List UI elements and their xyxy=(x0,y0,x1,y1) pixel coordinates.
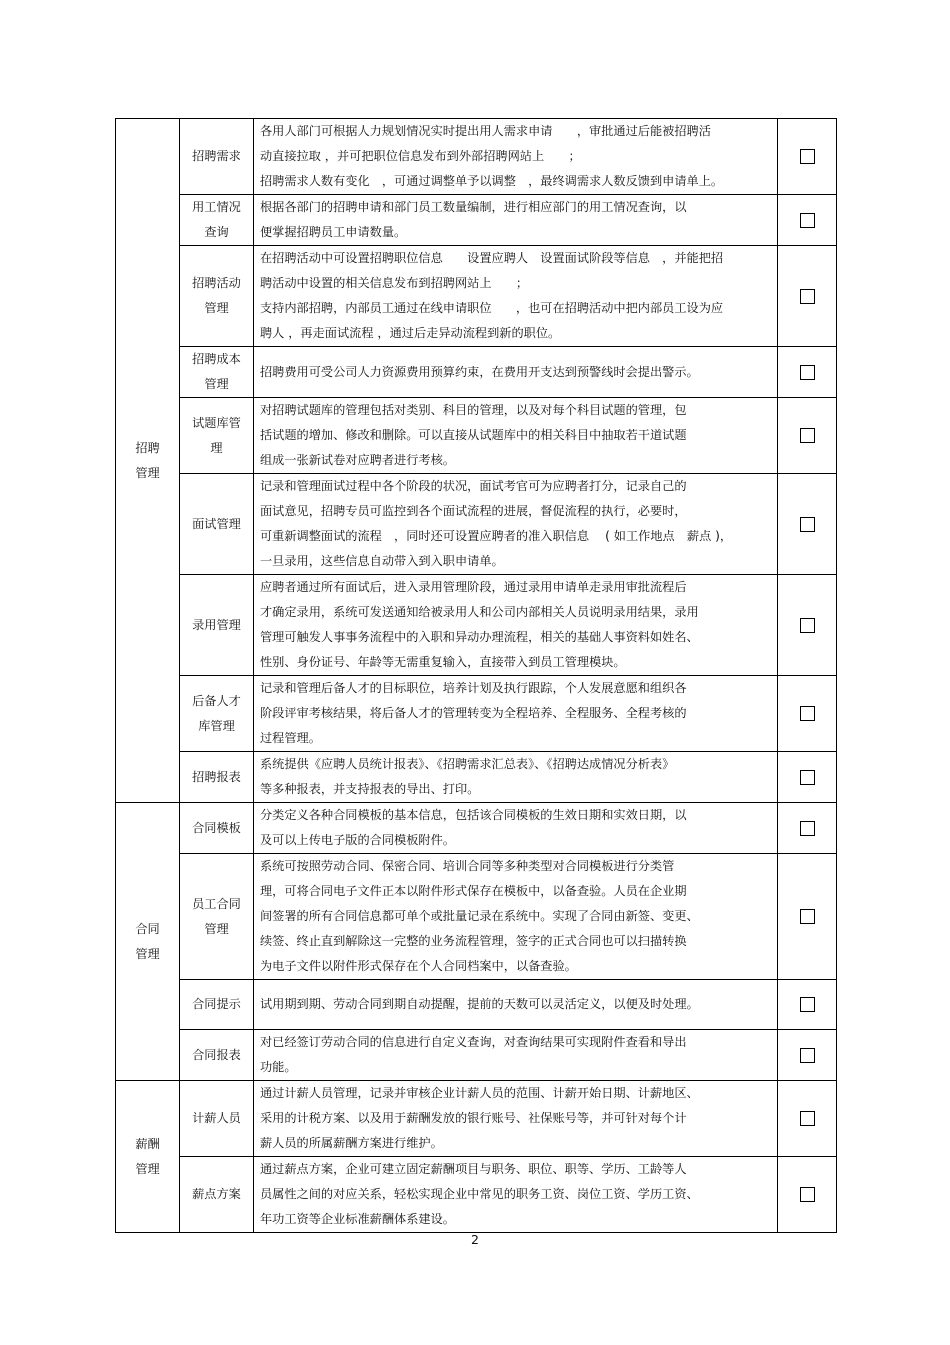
description-line: 聘人 ，再走面试流程 ，通过后走异动流程到新的职位。 xyxy=(260,326,561,340)
description-line: 薪人员的所属薪酬方案进行维护。 xyxy=(260,1136,443,1150)
feature-name: 录用管理 xyxy=(192,617,241,632)
description-line: 在招聘活动中可设置招聘职位信息 设置应聘人 设置面试阶段等信息 ，并能把招 xyxy=(260,251,724,265)
description-line: 对已经签订劳动合同的信息进行自定义查询，对查询结果可实现附件查看和导出 xyxy=(260,1035,687,1049)
checkbox[interactable] xyxy=(800,517,815,532)
description-line: 采用的计税方案、以及用于薪酬发放的银行账号、社保账号等，并可针对每个计 xyxy=(260,1111,687,1125)
checkbox[interactable] xyxy=(800,149,815,164)
checkbox[interactable] xyxy=(800,289,815,304)
table-row xyxy=(116,980,837,1030)
description-line: 便掌握招聘员工申请数量。 xyxy=(260,225,407,239)
description-line: 功能。 xyxy=(260,1060,297,1074)
description-line: 应聘者通过所有面试后，进入录用管理阶段，通过录用申请单走录用审批流程后 xyxy=(260,580,687,594)
description-line: 才确定录用，系统可发送通知给被录用人和公司内部相关人员说明录用结果，录用 xyxy=(260,605,699,619)
description-line: 括试题的增加、修改和删除。可以直接从试题库中的相关科目中抽取若干道试题 xyxy=(260,428,687,442)
feature-name: 合同提示 xyxy=(192,997,241,1011)
feature-name: 计薪人员 xyxy=(192,1111,241,1125)
category-label: 管理 xyxy=(135,465,160,480)
checkbox-cell xyxy=(778,195,837,246)
feature-name-cell xyxy=(180,854,254,980)
feature-description-cell xyxy=(254,347,778,398)
category-label: 招聘 xyxy=(135,440,160,455)
feature-name-cell xyxy=(180,1030,254,1081)
checkbox[interactable] xyxy=(800,706,815,721)
feature-name: 面试管理 xyxy=(192,516,241,531)
description-line: 招聘需求人数有变化 ，可通过调整单予以调整 ，最终调需求人数反馈到申请单上。 xyxy=(260,174,724,188)
table-row xyxy=(116,854,837,980)
table-row xyxy=(116,474,837,575)
feature-name-cell xyxy=(180,1081,254,1157)
feature-description-cell xyxy=(254,246,778,347)
checkbox-cell xyxy=(778,246,837,347)
description-line: 间签署的所有合同信息都可单个或批量记录在系统中。实现了合同由新签、变更、 xyxy=(260,909,699,923)
feature-description-cell xyxy=(254,980,778,1030)
checkbox-cell xyxy=(778,1081,837,1157)
table-row xyxy=(116,803,837,854)
feature-table-body xyxy=(116,119,837,1233)
description-line: 各用人部门可根据人力规划情况实时提出用人需求申请 ，审批通过后能被招聘活 xyxy=(260,124,711,138)
description-line: 过程管理。 xyxy=(260,731,321,745)
description-line: 理，可将合同电子文件正本以附件形式保存在模板中，以备查验。人员在企业期 xyxy=(260,884,687,898)
feature-name: 管理 xyxy=(204,301,229,315)
feature-description-cell xyxy=(254,1081,778,1157)
description-line: 面试意见，招聘专员可监控到各个面试流程的进展，督促流程的执行，必要时， xyxy=(260,504,687,518)
checkbox[interactable] xyxy=(800,618,815,633)
feature-name-cell xyxy=(180,398,254,474)
checkbox[interactable] xyxy=(800,1048,815,1063)
description-line: 为电子文件以附件形式保存在个人合同档案中，以备查验。 xyxy=(260,959,577,973)
description-line: 记录和管理面试过程中各个阶段的状况，面试考官可为应聘者打分，记录自己的 xyxy=(260,479,687,493)
feature-name: 招聘成本 xyxy=(192,352,241,366)
feature-name: 招聘活动 xyxy=(192,276,241,290)
feature-description-cell xyxy=(254,119,778,195)
checkbox-cell xyxy=(778,676,837,752)
checkbox-cell xyxy=(778,119,837,195)
feature-name-cell xyxy=(180,1157,254,1233)
description-line: 通过薪点方案，企业可建立固定薪酬项目与职务、职位、职等、学历、工龄等人 xyxy=(260,1162,687,1176)
feature-description-cell xyxy=(254,1157,778,1233)
category-label: 管理 xyxy=(135,1161,160,1176)
description-line: 招聘费用可受公司人力资源费用预算约束，在费用开支达到预警线时会提出警示。 xyxy=(260,364,699,379)
feature-name-cell xyxy=(180,676,254,752)
checkbox-cell xyxy=(778,803,837,854)
feature-name-cell xyxy=(180,575,254,676)
checkbox-cell xyxy=(778,575,837,676)
table-row xyxy=(116,676,837,752)
feature-name-cell xyxy=(180,347,254,398)
feature-description-cell xyxy=(254,752,778,803)
description-line: 年功工资等企业标准薪酬体系建设。 xyxy=(260,1212,455,1226)
feature-description-cell xyxy=(254,854,778,980)
feature-name: 管理 xyxy=(204,921,229,936)
checkbox[interactable] xyxy=(800,1187,815,1202)
category-cell xyxy=(116,119,180,803)
category-label: 薪酬 xyxy=(135,1136,160,1151)
table-row xyxy=(116,575,837,676)
table-row xyxy=(116,752,837,803)
feature-name: 管理 xyxy=(204,377,229,391)
table-row xyxy=(116,195,837,246)
table-row xyxy=(116,1030,837,1081)
feature-description-cell xyxy=(254,398,778,474)
table-row xyxy=(116,1081,837,1157)
checkbox-cell xyxy=(778,854,837,980)
checkbox-cell xyxy=(778,347,837,398)
description-line: 员属性之间的对应关系，轻松实现企业中常见的职务工资、岗位工资、学历工资、 xyxy=(260,1187,699,1201)
description-line: 及可以上传电子版的合同模板附件。 xyxy=(260,833,455,847)
checkbox-cell xyxy=(778,1030,837,1081)
feature-name-cell xyxy=(180,980,254,1030)
checkbox-cell xyxy=(778,752,837,803)
description-line: 聘活动中设置的相关信息发布到招聘网站上 ； xyxy=(260,276,529,290)
feature-name: 薪点方案 xyxy=(192,1187,241,1201)
description-line: 续签、终止直到解除这一完整的业务流程管理，签字的正式合同也可以扫描转换 xyxy=(260,934,687,948)
feature-name: 合同模板 xyxy=(192,820,241,835)
table-row xyxy=(116,246,837,347)
table-row xyxy=(116,1157,837,1233)
description-line: 组成一张新试卷对应聘者进行考核。 xyxy=(260,453,455,467)
feature-name: 用工情况 xyxy=(192,200,241,214)
checkbox-cell xyxy=(778,398,837,474)
description-line: 分类定义各种合同模板的基本信息，包括该合同模板的生效日期和实效日期，以 xyxy=(260,808,687,822)
feature-description-cell xyxy=(254,575,778,676)
feature-description-cell xyxy=(254,676,778,752)
feature-name-cell xyxy=(180,803,254,854)
description-line: 记录和管理后备人才的目标职位，培养计划及执行跟踪，个人发展意愿和组织各 xyxy=(260,681,687,695)
checkbox[interactable] xyxy=(800,909,815,924)
feature-name: 后备人才 xyxy=(192,693,241,708)
checkbox[interactable] xyxy=(800,213,815,228)
checkbox-cell xyxy=(778,474,837,575)
page-number: 2 xyxy=(471,1232,479,1247)
description-line: 一旦录用，这些信息自动带入到入职申请单。 xyxy=(260,554,504,568)
feature-description-cell xyxy=(254,803,778,854)
category-label: 合同 xyxy=(135,921,160,936)
description-line: 对招聘试题库的管理包括对类别、科目的管理，以及对每个科目试题的管理，包 xyxy=(260,403,687,417)
description-line: 通过计薪人员管理，记录并审核企业计薪人员的范围、计薪开始日期、计薪地区、 xyxy=(260,1086,699,1100)
table-row xyxy=(116,119,837,195)
feature-name: 理 xyxy=(210,440,223,455)
feature-name-cell xyxy=(180,119,254,195)
feature-name-cell xyxy=(180,246,254,347)
feature-description-cell xyxy=(254,1030,778,1081)
feature-name-cell xyxy=(180,752,254,803)
feature-name-cell xyxy=(180,195,254,246)
checkbox-cell xyxy=(778,1157,837,1233)
checkbox[interactable] xyxy=(800,997,815,1012)
description-line: 根据各部门的招聘申请和部门员工数量编制，进行相应部门的用工情况查询，以 xyxy=(260,200,687,214)
description-line: 试用期到期、劳动合同到期自动提醒，提前的天数可以灵活定义，以便及时处理。 xyxy=(260,997,699,1011)
feature-table xyxy=(115,118,837,1233)
checkbox[interactable] xyxy=(800,428,815,443)
feature-description-cell xyxy=(254,474,778,575)
checkbox[interactable] xyxy=(800,770,815,785)
feature-description-cell xyxy=(254,195,778,246)
checkbox[interactable] xyxy=(800,821,815,836)
checkbox[interactable] xyxy=(800,365,815,380)
description-line: 管理可触发人事事务流程中的入职和异动办理流程，相关的基础人事资料如姓名、 xyxy=(260,630,699,644)
description-line: 系统提供《应聘人员统计报表》、《招聘需求汇总表》、《招聘达成情况分析表》 xyxy=(260,757,675,771)
description-line: 系统可按照劳动合同、保密合同、培训合同等多种类型对合同模板进行分类管 xyxy=(260,859,675,873)
feature-name: 试题库管 xyxy=(192,415,241,430)
category-cell xyxy=(116,1081,180,1233)
description-line: 可重新调整面试的流程 ，同时还可设置应聘者的准入职信息 ( 如工作地点 薪点 )， xyxy=(260,529,733,543)
feature-name: 合同报表 xyxy=(192,1047,241,1062)
feature-name: 查询 xyxy=(204,225,229,239)
description-line: 等多种报表，并支持报表的导出、打印。 xyxy=(260,782,480,796)
description-line: 性别、身份证号、年龄等无需重复输入，直接带入到员工管理模块。 xyxy=(260,655,626,669)
category-label: 管理 xyxy=(135,946,160,961)
description-line: 动直接拉取 ，并可把职位信息发布到外部招聘网站上 ； xyxy=(260,149,581,163)
description-line: 支持内部招聘，内部员工通过在线申请职位 ，也可在招聘活动中把内部员工设为应 xyxy=(260,301,724,315)
category-cell xyxy=(116,803,180,1081)
checkbox-cell xyxy=(778,980,837,1030)
table-row xyxy=(116,347,837,398)
checkbox[interactable] xyxy=(800,1111,815,1126)
feature-name-cell xyxy=(180,474,254,575)
feature-name: 员工合同 xyxy=(192,896,241,911)
table-row xyxy=(116,398,837,474)
feature-name: 招聘需求 xyxy=(192,149,241,163)
feature-name: 库管理 xyxy=(198,718,235,733)
description-line: 阶段评审考核结果，将后备人才的管理转变为全程培养、全程服务、全程考核的 xyxy=(260,706,687,720)
feature-name: 招聘报表 xyxy=(192,769,241,784)
